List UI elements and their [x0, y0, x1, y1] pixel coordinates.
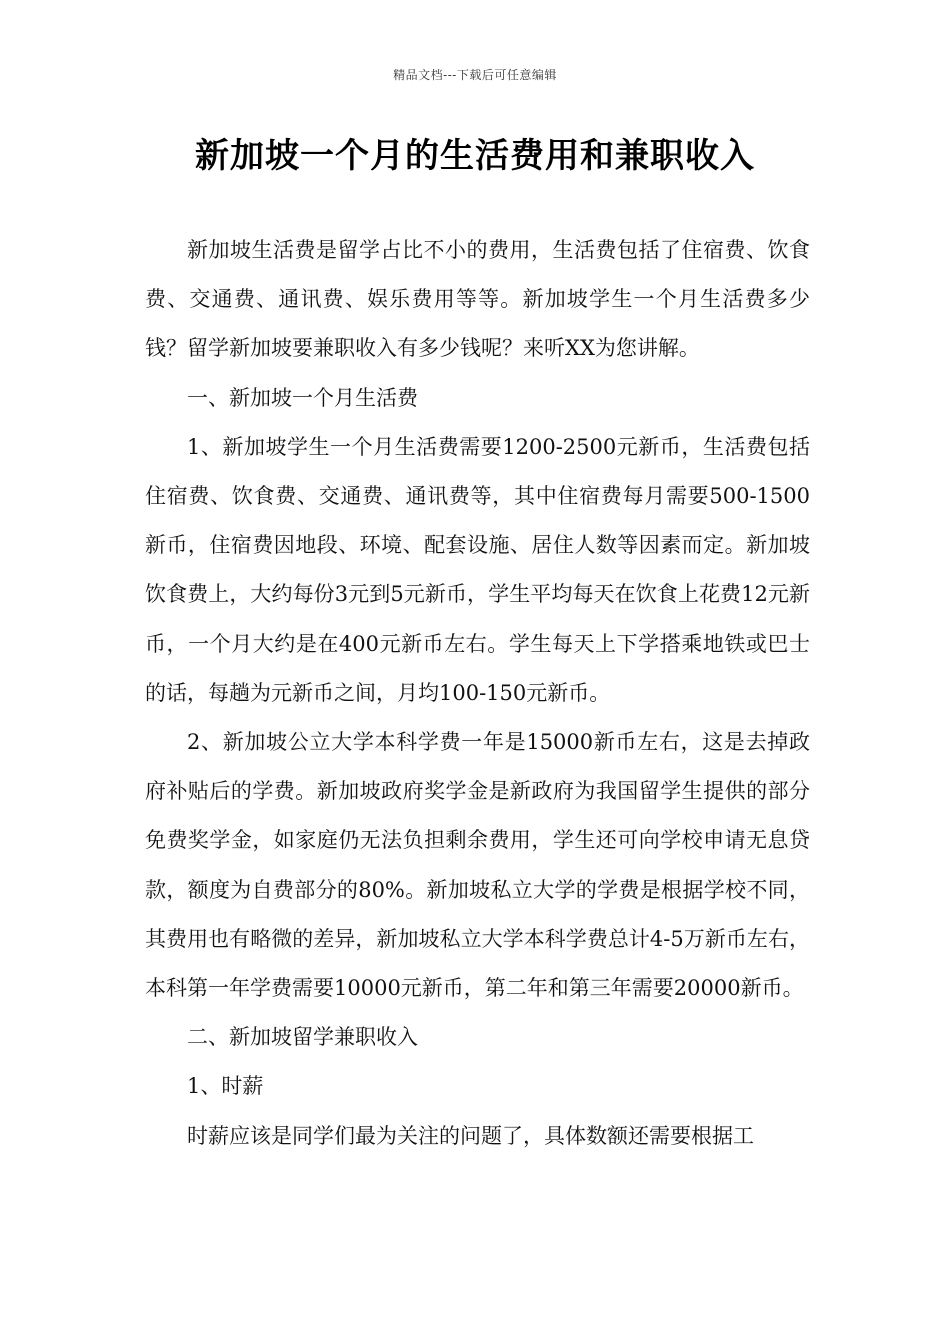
paragraph-tuition: 2、新加坡公立大学本科学费一年是15000新币左右，这是去掉政府补贴后的学费。新加坡政府奖学金是新政府为我国留学生提供的部分免费奖学金，如家庭仍无法负担剩余费用，学生还可向学校申请无息贷款，额度为自费部分的80%。新加坡私立大学的学费是根据学校不同，其费用也有略微的差异，新加坡私立大学本科学费总计4-5万新币左右，本科第一年学费需要10000元新币，第二年和第三年需要20000新币。: [145, 730, 810, 1001]
page-header: 精品文档---下载后可任意编辑: [393, 68, 557, 82]
paragraph-intro: 新加坡生活费是留学占比不小的费用，生活费包括了住宿费、饮食费、交通费、通讯费、娱乐费用等等。新加坡学生一个月生活费多少钱？留学新加坡要兼职收入有多少钱呢？来听XX为您讲解。: [145, 238, 810, 361]
section-heading-living-costs: 一、新加坡一个月生活费: [187, 385, 418, 410]
document-title: 新加坡一个月的生活费用和兼职收入: [195, 136, 755, 176]
section-heading-part-time-income: 二、新加坡留学兼职收入: [187, 1025, 418, 1050]
paragraph-hourly-wage: 时薪应该是同学们最为关注的问题了，具体数额还需要根据工: [187, 1123, 754, 1148]
document-body: [145, 226, 810, 1161]
paragraph-living-costs: 1、新加坡学生一个月生活费需要1200-2500元新币，生活费包括住宿费、饮食费、交通费、通讯费等，其中住宿费每月需要500-1500新币，住宿费因地段、环境、配套设施、居住人数等因素而定。新加坡饮食费上，大约每份3元到5元新币，学生平均每天在饮食上花费12元新币，一个月大约是在400元新币左右。学生每天上下学搭乘地铁或巴士的话，每趟为元新币之间，月均100-150元新币。: [145, 434, 810, 705]
subheading-hourly-wage: 1、时薪: [187, 1074, 264, 1099]
